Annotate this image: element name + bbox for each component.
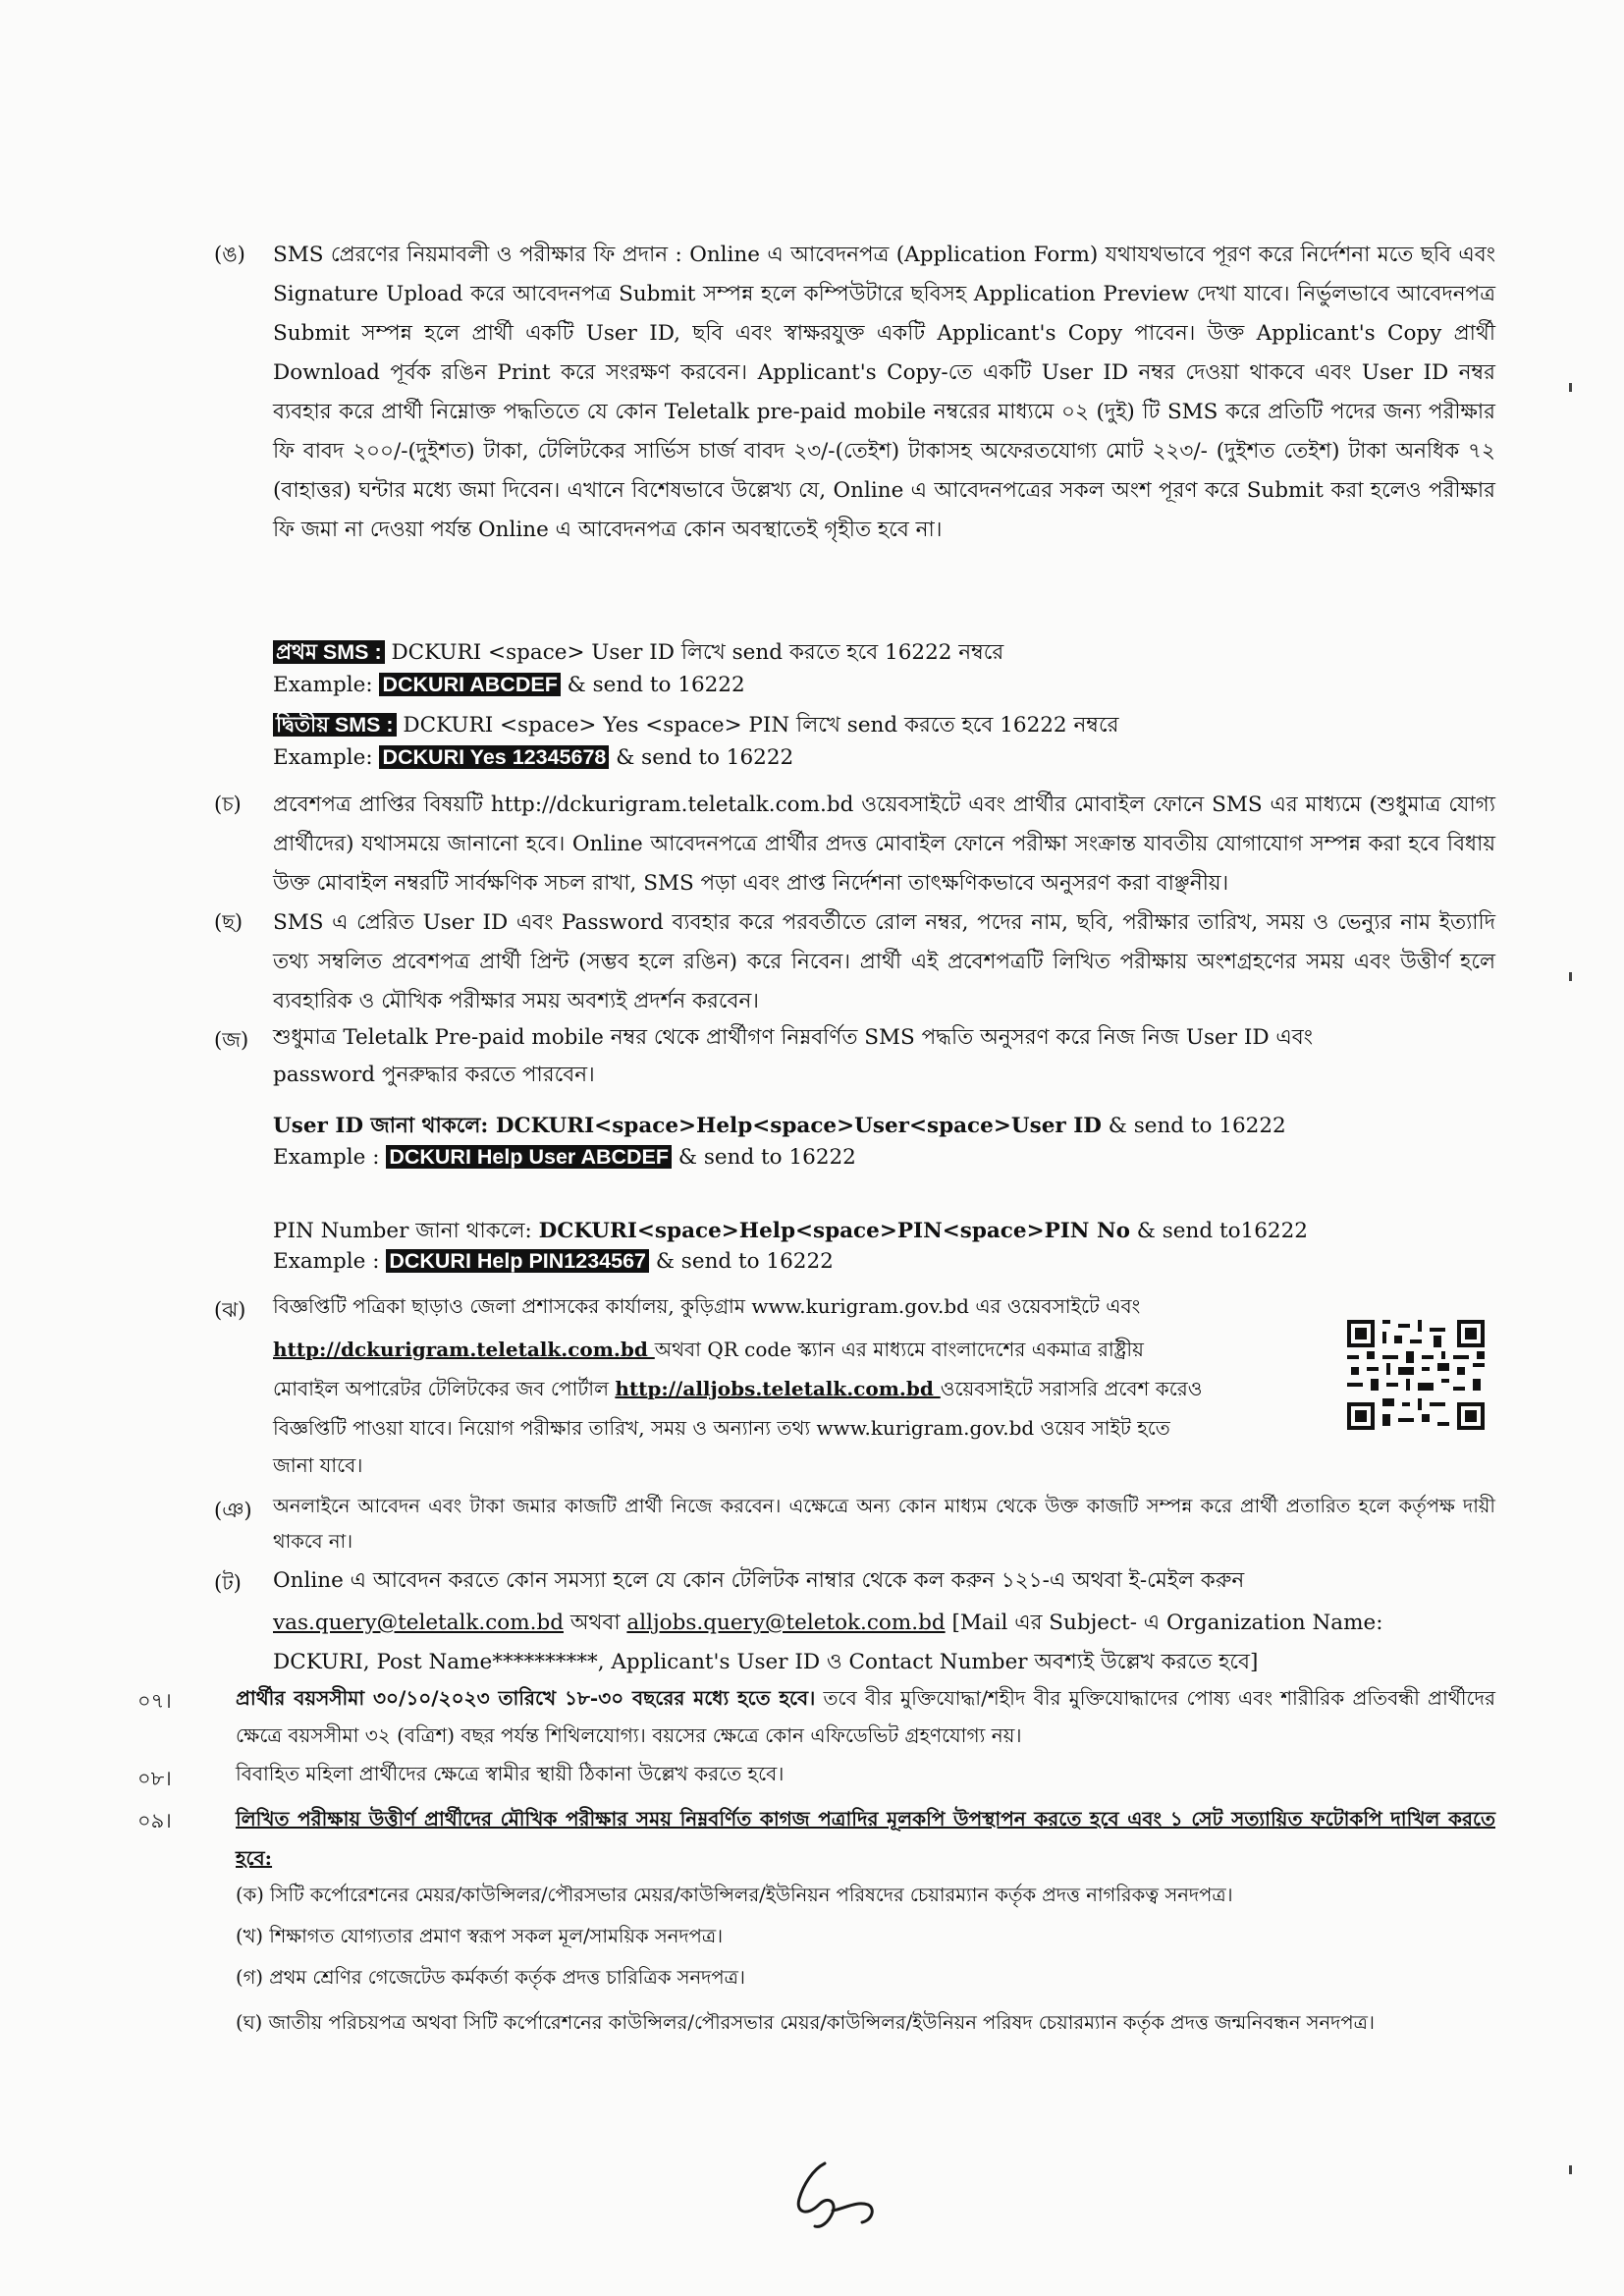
example-label: Example : (273, 1145, 387, 1170)
example1-line (273, 673, 745, 697)
clause-marker: (ঝ) (214, 1298, 246, 1322)
circular-line-4: বিজ্ঞপ্তিটি পাওয়া যাবে। নিয়োগ পরীক্ষার তারিখ, সময় ও অন্যান্য তথ্য www.kurigram.gov.bd ওয়েব সাইট হতে (273, 1416, 1170, 1440)
clause-marker: (ছ) (214, 910, 244, 934)
password-paragraph: SMS এ প্রেরিত User ID এবং Password ব্যবহার করে পরবর্তীতে রোল নম্বর, পদের নাম, ছবি, পরীক্ষার তারিখ, সময় ও ভেন্যুর নাম ইত্যাদি তথ্য সম্বলিত প্রবেশপত্র প্রার্থী প্রিন্ট (সম্ভব হলে রঙিন) করে নিবেন। প্রার্থী এই প্রবেশপত্রটি লিখিত পরীক্ষায় অংশগ্রহণের সময় এবং উত্তীর্ণ হলে ব্যবহারিক ও মৌখিক পরীক্ষার সময় অবশ্যই প্রদর্শন করবেন। (273, 910, 1495, 1013)
sms-rules-paragraph: SMS প্রেরণের নিয়মাবলী ও পরীক্ষার ফি প্রদান : Online এ আবেদনপত্র (Application Form) যথাযথভাবে পূরণ করে নির্দেশনা মতে ছবি এবং Signature Upload করে আবেদনপত্র Submit সম্পন্ন হলে কম্পিউটারে ছবিসহ Application Preview দেখা যাবে। নির্ভুলভাবে আবেদনপত্র Submit সম্পন্ন হলে প্রার্থী একটি User ID, ছবি এবং স্বাক্ষরযুক্ত একটি Applicant's Copy পাবেন। উক্ত Applicant's Copy প্রার্থী Download পূর্বক রঙিন Print করে সংরক্ষণ করবেন। Applicant's Copy-তে একটি User ID নম্বর দেওয়া থাকবে এবং User ID নম্বর ব্যবহার করে প্রার্থী নিম্নোক্ত পদ্ধতিতে যে কোন Teletalk pre-paid mobile নম্বরের মাধ্যমে ০২ (দুই) টি SMS করে প্রতিটি পদের জন্য পরীক্ষার ফি বাবদ ২০০/-(দুইশত) টাকা, টেলিটকের সার্ভিস চার্জ বাবদ ২৩/-(তেইশ) টাকাসহ অফেরতযোগ্য মোট ২২৩/- (দুইশত তেইশ) টাকা অনধিক ৭২ (বাহাত্তর) ঘন্টার মধ্যে জমা দিবেন। এখানে বিশেষভাবে উল্লেখ্য যে, Online এ আবেদনপত্রের সকল অংশ পূরণ করে Submit করা হলেও পরীক্ষার ফি জমা না দেওয়া পর্যন্ত Online এ আবেদনপত্র কোন অবস্থাতেই গৃহীত হবে না। (273, 243, 1495, 542)
sms2-label: দ্বিতীয় SMS : (273, 713, 397, 737)
pin-help-line (273, 1215, 1308, 1250)
sms2-line (273, 709, 1118, 744)
qr-code-icon (1347, 1320, 1485, 1430)
circular-line-1: বিজ্ঞপ্তিটি পত্রিকা ছাড়াও জেলা প্রশাসকের কার্যালয়, কুড়িগ্রাম www.kurigram.gov.bd এর ওয়েবসাইটে এবং (273, 1294, 1141, 1318)
clause-marker: (ঞ) (214, 1499, 252, 1522)
recovery-line-1: শুধুমাত্র Teletalk Pre-paid mobile নম্বর থেকে প্রার্থীগণ নিম্নবর্ণিত SMS পদ্ধতি অনুসরণ করে নিজ নিজ User ID এবং (273, 1025, 1313, 1050)
signature-icon (785, 2156, 884, 2234)
example1-code: DCKURI ABCDEF (379, 673, 560, 696)
sms1-text: DCKURI <space> User ID লিখে send করতে হবে 16222 নম্বরে (384, 640, 1004, 665)
example-tail: & send to 16222 (672, 1145, 856, 1170)
clause-marker: (চ) (214, 793, 242, 816)
helpline-line-2 (273, 1607, 1382, 1642)
example-label: Example: (273, 673, 380, 697)
circular-line-3b: ওয়েবসাইটে সরাসরি প্রবেশ করেও (940, 1377, 1203, 1400)
paragraph-number: ০৮। (137, 1767, 172, 1790)
document-item: (ক) সিটি কর্পোরেশনের মেয়র/কাউন্সিলর/পৌরসভার মেয়র/কাউন্সিলর/ইউনিয়ন পরিষদের চেয়ারম্যান কর্তৃক প্রদত্ত নাগরিকত্ব সনদপত্র। (236, 1884, 1233, 1906)
example-tail: & send to 16222 (560, 673, 745, 697)
clause-marker: (জ) (214, 1028, 249, 1052)
scan-speck (1569, 972, 1572, 981)
pin-help-label: PIN Number জানা থাকলে: (273, 1219, 539, 1243)
age-limit-paragraph (236, 1679, 1495, 1754)
documents-heading: লিখিত পরীক্ষায় উত্তীর্ণ প্রার্থীদের মৌখিক পরীক্ষার সময় নিম্নবর্ণিত কাগজ পত্রাদির মূলকপি উপস্থাপন করতে হবে এবং ১ সেট সত্যায়িত ফটোকপি দাখিল করতে হবে: (236, 1807, 1495, 1870)
sms1-label: প্রথম SMS : (273, 640, 385, 664)
circular-line-5: জানা যাবে। (273, 1453, 363, 1477)
example3-line (273, 1145, 856, 1170)
scan-speck (1569, 2165, 1572, 2174)
example-tail: & send to 16222 (649, 1249, 834, 1274)
document-item: (গ) প্রথম শ্রেণির গেজেটেড কর্মকর্তা কর্তৃক প্রদত্ত চারিত্রিক সনদপত্র। (236, 1966, 745, 1989)
self-application-paragraph: অনলাইনে আবেদন এবং টাকা জমার কাজটি প্রার্থী নিজে করবেন। এক্ষেত্রে অন্য কোন মাধ্যম থেকে উক্ত কাজটি সম্পন্ন করে প্রার্থী প্রতারিত হলে কর্তৃপক্ষ দায়ী থাকবে না। (273, 1495, 1495, 1553)
example4-line (273, 1249, 834, 1274)
example-label: Example: (273, 745, 380, 770)
paragraph-number: ০৯। (137, 1809, 172, 1832)
helpline-line-2-tail: [Mail এর Subject- এ Organization Name: (945, 1611, 1383, 1635)
example3-code: DCKURI Help User ABCDEF (386, 1145, 672, 1169)
user-id-help-tail: & send to 16222 (1101, 1114, 1286, 1138)
helpline-line-3: DCKURI, Post Name**********, Applicant's User ID ও Contact Number অবশ্যই উল্লেখ করতে হবে] (273, 1650, 1259, 1674)
circular-line-2-text: অথবা QR code স্ক্যান এর মাধ্যমে বাংলাদেশের একমাত্র রাষ্ট্রীয় (654, 1338, 1144, 1361)
paragraph-number: ০৭। (137, 1689, 172, 1713)
scan-speck (1569, 383, 1572, 392)
pin-help-cmd: DCKURI<space>Help<space>PIN<space>PIN No (538, 1219, 1130, 1243)
circular-line-3 (273, 1375, 1203, 1407)
example2-line (273, 745, 793, 770)
user-id-help-cmd: User ID জানা থাকলে: DCKURI<space>Help<space>User<space>User ID (273, 1114, 1102, 1138)
helpline-line-1: Online এ আবেদন করতে কোন সমস্যা হলে যে কোন টেলিটক নাম্বার থেকে কল করুন ১২১-এ অথবা ই-মেইল করুন (273, 1568, 1245, 1593)
recovery-line-2: password পুনরুদ্ধার করতে পারবেন। (273, 1063, 595, 1087)
example-tail: & send to 16222 (609, 745, 794, 770)
married-women-paragraph: বিবাহিত মহিলা প্রার্থীদের ক্ষেত্রে স্বামীর স্থায়ী ঠিকানা উল্লেখ করতে হবে। (236, 1762, 785, 1785)
dckurigram-link[interactable]: http://dckurigram.teletalk.com.bd (273, 1338, 655, 1361)
document-item: (ঘ) জাতীয় পরিচয়পত্র অথবা সিটি কর্পোরেশনের কাউন্সিলর/পৌরসভার মেয়র/কাউন্সিলর/ইউনিয়ন পরিষদ চেয়ারম্যান কর্তৃক প্রদত্ত জন্মনিবন্ধন সনদপত্র। (236, 2011, 1375, 2034)
email-link-alljobs[interactable]: alljobs.query@teletok.com.bd (626, 1611, 946, 1635)
or-text: অথবা (563, 1611, 627, 1635)
circular-line-3a: মোবাইল অপারেটর টেলিটকের জব পোর্টাল (273, 1377, 616, 1400)
clause-marker: (ঙ) (214, 243, 245, 266)
example2-code: DCKURI Yes 12345678 (379, 745, 609, 769)
sms1-line (273, 636, 1003, 672)
email-link-vas[interactable]: vas.query@teletalk.com.bd (273, 1611, 564, 1635)
sms2-text: DCKURI <space> Yes <space> PIN লিখে send করতে হবে 16222 নম্বরে (396, 713, 1119, 738)
age-limit-bold: প্রার্থীর বয়সসীমা ৩০/১০/২০২৩ তারিখে ১৮-৩০ বছরের মধ্যে হতে হবে। (236, 1686, 816, 1710)
alljobs-link[interactable]: http://alljobs.teletalk.com.bd (615, 1377, 941, 1400)
example4-code: DCKURI Help PIN1234567 (386, 1249, 649, 1273)
age-limit-rest: তবে বীর মুক্তিযোদ্ধা/শহীদ বীর মুক্তিযোদ্ধাদের পোষ্য এবং শারীরিক প্রতিবন্ধী প্রার্থীদের ক্ষেত্রে বয়সসীমা ৩২ (বত্রিশ) বছর পর্যন্ত শিথিলযোগ্য। বয়সের ক্ষেত্রে কোন এফিডেভিট গ্রহণযোগ্য নয়। (236, 1686, 1495, 1747)
document-item: (খ) শিক্ষাগত যোগ্যতার প্রমাণ স্বরূপ সকল মূল/সাময়িক সনদপত্র। (236, 1925, 724, 1947)
clause-marker: (ট) (214, 1571, 242, 1595)
circular-line-2 (273, 1336, 1144, 1368)
admit-card-paragraph: প্রবেশপত্র প্রাপ্তির বিষয়টি http://dckurigram.teletalk.com.bd ওয়েবসাইটে এবং প্রার্থীর মোবাইল ফোনে SMS এর মাধ্যমে (শুধুমাত্র যোগ্য প্রার্থীদের) যথাসময়ে জানানো হবে। Online আবেদনপত্রে প্রার্থীর প্রদত্ত মোবাইল ফোনে পরীক্ষা সংক্রান্ত যাবতীয় যোগাযোগ সম্পন্ন করা হবে বিধায় উক্ত মোবাইল নম্বরটি সার্বক্ষণিক সচল রাখা, SMS পড়া এবং প্রাপ্ত নির্দেশনা তাৎক্ষণিকভাবে অনুসরণ করা বাঞ্ছনীয়। (273, 793, 1495, 896)
example-label: Example : (273, 1249, 387, 1274)
user-id-help-line (273, 1110, 1286, 1145)
pin-help-tail: & send to16222 (1129, 1219, 1308, 1243)
